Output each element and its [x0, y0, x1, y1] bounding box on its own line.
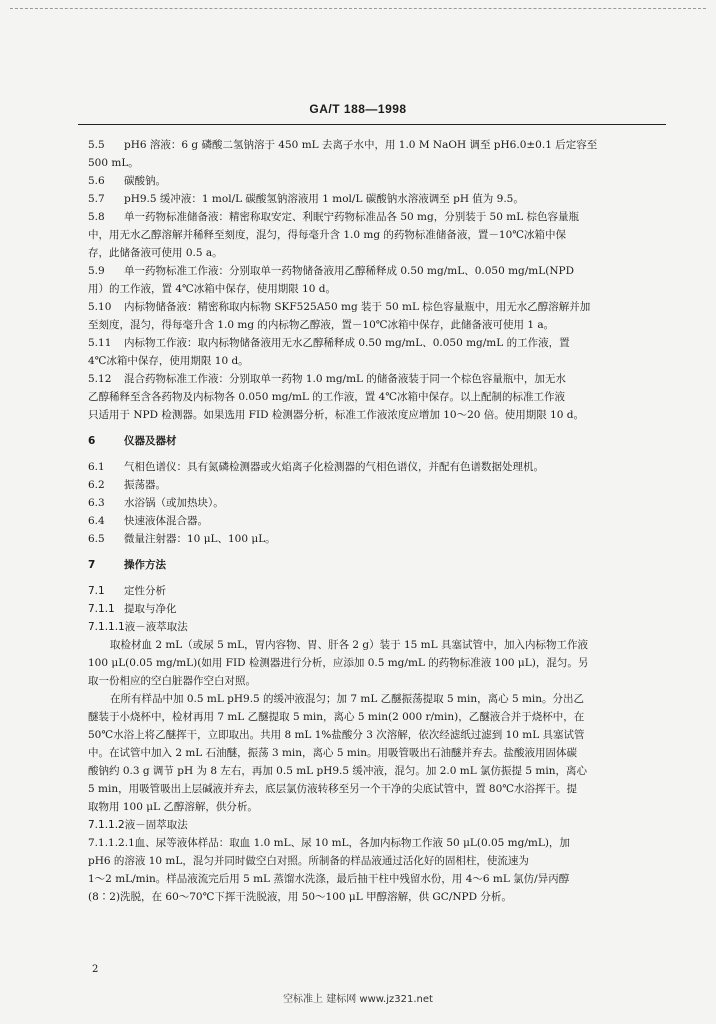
text-line — [88, 352, 658, 370]
line-text: 500 mL。 — [88, 157, 139, 169]
line-text: 定性分析 — [124, 585, 166, 597]
clause-number: 5.6 — [88, 175, 105, 187]
line-text: 碳酸钠。 — [124, 175, 166, 187]
clause-line — [88, 530, 658, 548]
clause-line — [88, 208, 658, 226]
clause-line — [88, 190, 658, 208]
text-line — [88, 388, 658, 406]
line-text: 用）的工作液，置 4℃冰箱中保存，使用期限 10 d。 — [88, 283, 337, 295]
line-text: 至刻度，混匀，得每毫升含 1.0 mg 的内标物乙醇液，置－10℃冰箱中保存，此储备液可使用 1 a。 — [88, 319, 555, 331]
clause-number: 7.1.1.1 — [88, 621, 125, 633]
standard-code-header: GA/T 188—1998 — [309, 102, 407, 116]
scan-top-border — [10, 8, 706, 9]
line-text: 中。在试管中加入 2 mL 石油醚，振荡 3 min，离心 5 min。用吸管吸出石油醚并弃去。盐酸液用固体碳 — [88, 747, 577, 759]
text-line — [88, 852, 658, 870]
line-text: 酸钠约 0.3 g 调节 pH 为 8 左右，再加 0.5 mL pH9.5 缓冲液，混匀。加 2.0 mL 氯仿振提 5 min，离心 — [88, 765, 587, 777]
line-text: 仪器及器材 — [124, 435, 177, 447]
line-text: 提取与净化 — [124, 603, 177, 615]
clause-number: 7.1 — [88, 585, 105, 597]
clause-line — [88, 458, 658, 476]
clause-number: 6.5 — [88, 533, 105, 545]
text-line — [88, 726, 658, 744]
line-text: 50℃水浴上将乙醚挥干，立即取出。共用 8 mL 1%盐酸分 3 次溶解，依次经滤纸过滤到 10 mL 具塞试管 — [88, 729, 585, 741]
text-line — [88, 636, 658, 654]
line-text: 血、尿等液体样品：取血 1.0 mL、尿 10 mL，各加内标物工作液 50 μL(0.05 mg/mL)，加 — [134, 837, 570, 849]
clause-number: 6.2 — [88, 479, 105, 491]
text-line — [88, 870, 658, 888]
line-text: 水浴锅（或加热块）。 — [124, 497, 224, 509]
clause-line — [88, 476, 658, 494]
line-text: 混合药物标准工作液：分别取单一药物 1.0 mg/mL 的储备液装于同一个棕色容量瓶中，加无水 — [124, 373, 566, 385]
line-text: 液－固萃取法 — [124, 819, 188, 831]
text-line — [88, 654, 658, 672]
text-line — [88, 888, 658, 906]
clause-number: 7.1.1.2.1 — [88, 837, 135, 849]
clause-number: 5.10 — [88, 301, 112, 313]
line-text: 在所有样品中加 0.5 mL pH9.5 的缓冲液混匀；加 7 mL 乙醚振荡提取 5 min，离心 5 min。分出乙 — [110, 693, 585, 705]
line-text: 取检材血 2 mL（或尿 5 mL，胃内容物、胃、肝各 2 g）装于 15 mL 具塞试管中，加入内标物工作液 — [110, 639, 588, 651]
line-text: pH6 的溶液 10 mL，混匀并同时做空白对照。所制备的样品液通过活化好的固相柱，使流速为 — [88, 855, 529, 867]
text-line — [88, 690, 658, 708]
text-line — [88, 798, 658, 816]
clause-number: 7 — [88, 559, 96, 571]
line-text: 中，用无水乙醇溶解并稀释至刻度，混匀，得每毫升含 1.0 mg 的药物标准储备液，置－10℃冰箱中保 — [88, 229, 566, 241]
footer-watermark: 空标准上 建标网 www.jz321.net — [283, 994, 433, 1005]
clause-number: 5.5 — [88, 139, 105, 151]
text-line — [88, 316, 658, 334]
clause-number: 7.1.1.2 — [88, 819, 125, 831]
line-text: 微量注射器：10 μL、100 μL。 — [124, 533, 276, 545]
clause-line — [88, 582, 658, 600]
clause-number: 5.9 — [88, 265, 105, 277]
line-text: 100 μL(0.05 mg/mL)(如用 FID 检测器进行分析，应添加 0.5 mg/mL 的药物标准液 100 μL)，混匀。另 — [88, 657, 589, 669]
line-text: 振荡器。 — [124, 479, 166, 491]
document-body — [88, 136, 658, 906]
clause-line — [88, 816, 658, 834]
page-number: 2 — [92, 964, 99, 975]
line-text: 液－液萃取法 — [124, 621, 188, 633]
line-text: 取一份相应的空白脏器作空白对照。 — [88, 675, 256, 687]
clause-number: 6.1 — [88, 461, 105, 473]
line-text: 只适用于 NPD 检测器。如果选用 FID 检测器分析，标准工作液浓度应增加 10～20 倍。使用期限 10 d。 — [88, 409, 585, 421]
clause-number: 7.1.1 — [88, 603, 115, 615]
clause-number: 5.12 — [88, 373, 112, 385]
line-text: 取物用 100 μL 乙醇溶解，供分析。 — [88, 801, 258, 813]
clause-number: 6.3 — [88, 497, 105, 509]
text-line — [88, 280, 658, 298]
line-text: (8∶2)洗脱，在 60～70℃下挥干洗脱液，用 50～100 μL 甲醇溶解，供 GC/NPD 分析。 — [88, 891, 512, 903]
line-text: 内标物储备液：精密称取内标物 SKF525A50 mg 装于 50 mL 棕色容量瓶中，用无水乙醇溶解并加 — [124, 301, 591, 313]
line-text: 4℃冰箱中保存，使用期限 10 d。 — [88, 355, 249, 367]
clause-number: 5.11 — [88, 337, 112, 349]
text-line — [88, 744, 658, 762]
clause-line — [88, 834, 658, 852]
text-line — [88, 672, 658, 690]
text-line — [88, 762, 658, 780]
clause-line — [88, 512, 658, 530]
text-line — [88, 154, 658, 172]
line-text: 快速液体混合器。 — [124, 515, 208, 527]
clause-line — [88, 298, 658, 316]
line-text: 内标物工作液：取内标物储备液用无水乙醇稀释成 0.50 mg/mL、0.050 mg/mL 的工作液，置 — [124, 337, 570, 349]
line-text: 单一药物标准储备液：精密称取安定、利眠宁药物标准品各 50 mg，分别装于 50 mL 棕色容量瓶 — [124, 211, 580, 223]
text-line — [88, 406, 658, 424]
text-line — [88, 226, 658, 244]
clause-line — [88, 370, 658, 388]
line-text: 1～2 mL/min。样品液流完后用 5 mL 蒸馏水洗涤，最后抽干柱中残留水份，用 4～6 mL 氯仿/异丙醇 — [88, 873, 570, 885]
line-text: 气相色谱仪：具有氮磷检测器或火焰离子化检测器的气相色谱仪，并配有色谱数据处理机。 — [124, 461, 544, 473]
line-text: 存，此储备液可使用 0.5 a。 — [88, 247, 223, 259]
line-text: 乙醇稀释至含各药物及内标物各 0.050 mg/mL 的工作液，置 4℃冰箱中保存。以上配制的标准工作液 — [88, 391, 565, 403]
line-text: 5 min，用吸管吸出上层碱液并弃去，底层氯仿液转移至另一个干净的尖底试管中，置 80℃水浴挥干。提 — [88, 783, 578, 795]
text-line — [88, 780, 658, 798]
text-line — [88, 244, 658, 262]
line-text: 单一药物标准工作液：分别取单一药物储备液用乙醇稀释成 0.50 mg/mL、0.050 mg/mL(NPD — [124, 265, 575, 277]
clause-line — [88, 172, 658, 190]
text-line — [88, 708, 658, 726]
clause-line — [88, 556, 658, 574]
clause-number: 5.8 — [88, 211, 105, 223]
line-text: pH6 溶液：6 g 磷酸二氢钠溶于 450 mL 去离子水中，用 1.0 M NaOH 调至 pH6.0±0.1 后定容至 — [124, 139, 598, 151]
line-text: 操作方法 — [124, 559, 166, 571]
clause-number: 6 — [88, 435, 96, 447]
clause-line — [88, 494, 658, 512]
clause-line — [88, 334, 658, 352]
line-text: 醚装于小烧杯中，检材再用 7 mL 乙醚提取 5 min，离心 5 min(2 000 r/min)，乙醚液合并于烧杯中，在 — [88, 711, 585, 723]
clause-line — [88, 262, 658, 280]
clause-line — [88, 618, 658, 636]
clause-line — [88, 600, 658, 618]
clause-line — [88, 136, 658, 154]
clause-number: 5.7 — [88, 193, 105, 205]
clause-line — [88, 432, 658, 450]
header-rule — [78, 124, 666, 125]
clause-number: 6.4 — [88, 515, 105, 527]
line-text: pH9.5 缓冲液：1 mol/L 碳酸氢钠溶液用 1 mol/L 碳酸钠水溶液调至 pH 值为 9.5。 — [124, 193, 524, 205]
